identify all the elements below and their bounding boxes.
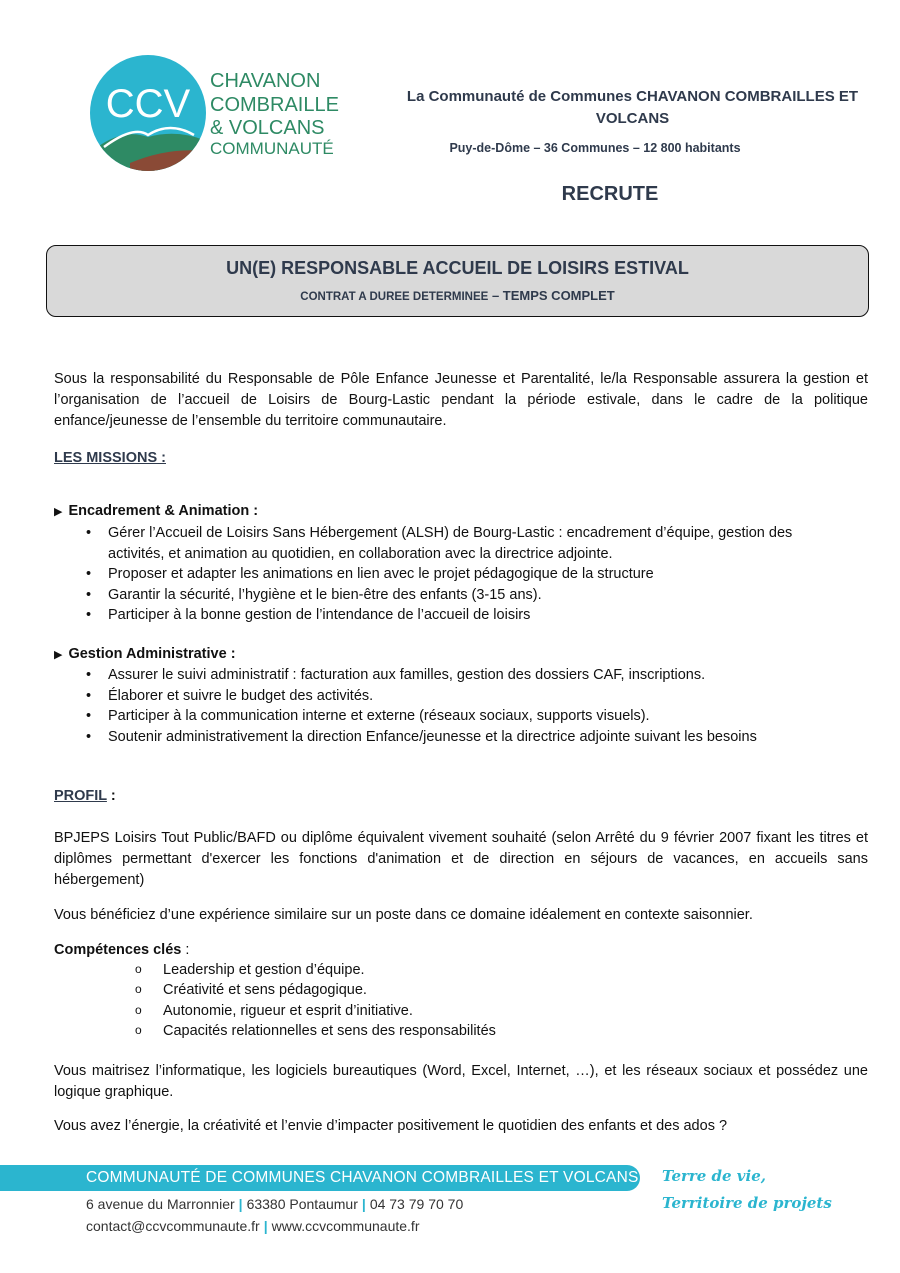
contract-type: CONTRAT A DUREE DETERMINEE xyxy=(300,291,489,303)
profil-heading-suffix: : xyxy=(106,788,116,804)
missions-heading-text: LES MISSIONS : xyxy=(54,450,166,466)
separator: | xyxy=(361,1196,366,1212)
logo-line-2: COMBRAILLES xyxy=(210,94,340,116)
diploma-paragraph: BPJEPS Loisirs Tout Public/BAFD ou diplôme équivalent vivement souhaité (selon Arrêté du 9 février 2007 fixant les titres et diplômes permettant d'exercer les fonctions d'animation et de direction en séjours de vacances, en accueils sans hébergement) xyxy=(54,830,868,888)
logo-initials: CCV xyxy=(105,82,191,126)
footer-contact-line xyxy=(86,1196,463,1212)
list-item: o Leadership et gestion d’équipe. xyxy=(135,960,496,980)
section-encadrement xyxy=(54,503,258,519)
footer-city: 63380 Pontaumur xyxy=(246,1196,358,1212)
list-item: o Capacités relationnelles et sens des responsabilités xyxy=(135,1021,496,1041)
slogan-line-2: Territoire de projets xyxy=(662,1194,832,1212)
skills-heading xyxy=(54,940,868,961)
footer-address: 6 avenue du Marronnier xyxy=(86,1196,235,1212)
list-item: o Créativité et sens pédagogique. xyxy=(135,980,496,1000)
list-item: o Autonomie, rigueur et esprit d’initiative. xyxy=(135,1001,496,1021)
gestion-list xyxy=(86,665,846,747)
intro-paragraph: Sous la responsabilité du Responsable de Pôle Enfance Jeunesse et Parentalité, le/la Responsable assurera la gestion et l’organisation de l’accueil de Loisirs de Bourg-Lastic pendant la période estivale, dans le cadre de la politique enfance/jeunesse de l’ensemble du territoire communautaire. xyxy=(54,371,868,429)
list-item: • Assurer le suivi administratif : facturation aux familles, gestion des dossiers CAF, inscriptions. xyxy=(86,665,846,686)
it-paragraph: Vous maitrisez l’informatique, les logiciels bureautiques (Word, Excel, Internet, …), et les réseaux sociaux et possédez une logique graphique. xyxy=(54,1063,868,1100)
triangle-bullet-icon: ▶ xyxy=(54,649,63,661)
closing-paragraph: Vous avez l’énergie, la créativité et l’envie d’impacter positivement le quotidien des enfants et des ados ? xyxy=(54,1118,728,1134)
list-item: • Participer à la bonne gestion de l’intendance de l’accueil de loisirs xyxy=(86,605,846,626)
ccv-logo xyxy=(90,55,340,175)
list-item: • Garantir la sécurité, l’hygiène et le bien-être des enfants (3-15 ans). xyxy=(86,585,846,606)
footer-phone[interactable]: 04 73 79 70 70 xyxy=(369,1196,464,1212)
list-item: • Élaborer et suivre le budget des activités. xyxy=(86,686,846,707)
list-item: • Participer à la communication interne et externe (réseaux sociaux, supports visuels). xyxy=(86,706,846,727)
slogan-line-1: Terre de vie, xyxy=(662,1167,766,1185)
encadrement-list xyxy=(86,523,846,626)
footer-web-line xyxy=(86,1218,419,1234)
skills-title: Compétences clés xyxy=(54,942,182,958)
profil-heading xyxy=(54,788,116,804)
job-contract xyxy=(47,288,868,303)
separator: | xyxy=(263,1218,268,1234)
contract-time: – TEMPS COMPLET xyxy=(488,288,615,303)
section-title-2: Gestion Administrative : xyxy=(68,646,236,662)
missions-heading xyxy=(54,450,166,466)
job-title: UN(E) RESPONSABLE ACCUEIL DE LOISIRS ESTIVAL xyxy=(226,258,689,278)
org-subtitle: Puy-de-Dôme – 36 Communes – 12 800 habitants xyxy=(449,141,741,155)
org-title: La Communauté de Communes CHAVANON COMBRAILLES ET VOLCANS xyxy=(406,88,859,127)
logo-emblem xyxy=(90,55,340,175)
job-title-box xyxy=(46,245,869,317)
separator: | xyxy=(238,1196,243,1212)
section-gestion xyxy=(54,646,236,662)
logo-line-3: & VOLCANS xyxy=(210,117,325,139)
experience-paragraph: Vous bénéficiez d’une expérience similaire sur un poste dans ce domaine idéalement en contexte saisonnier. xyxy=(54,907,753,923)
recrute-heading: RECRUTE xyxy=(561,183,659,205)
footer-banner-text: COMMUNAUTÉ DE COMMUNES CHAVANON COMBRAILLES ET VOLCANS xyxy=(86,1169,639,1186)
triangle-bullet-icon: ▶ xyxy=(54,506,63,518)
footer-banner xyxy=(0,1165,640,1191)
list-item: • Proposer et adapter les animations en lien avec le projet pédagogique de la structure xyxy=(86,564,846,585)
skills-suffix: : xyxy=(181,942,190,958)
section-title-1: Encadrement & Animation : xyxy=(68,503,259,519)
footer-email[interactable]: contact@ccvcommunaute.fr xyxy=(86,1218,260,1234)
list-item: • Gérer l’Accueil de Loisirs Sans Hébergement (ALSH) de Bourg-Lastic : encadrement d’équipe, gestion des activités, et animation au quotidien, en collaboration avec la directrice adjointe. xyxy=(86,523,846,564)
footer-website[interactable]: www.ccvcommunaute.fr xyxy=(271,1218,420,1234)
logo-line-4: COMMUNAUTÉ xyxy=(210,139,334,158)
list-item: • Soutenir administrativement la direction Enfance/jeunesse et la directrice adjointe suivant les besoins xyxy=(86,727,846,748)
logo-line-1: CHAVANON xyxy=(210,70,321,92)
skills-list xyxy=(135,960,496,1041)
profil-heading-text: PROFIL xyxy=(54,788,107,804)
